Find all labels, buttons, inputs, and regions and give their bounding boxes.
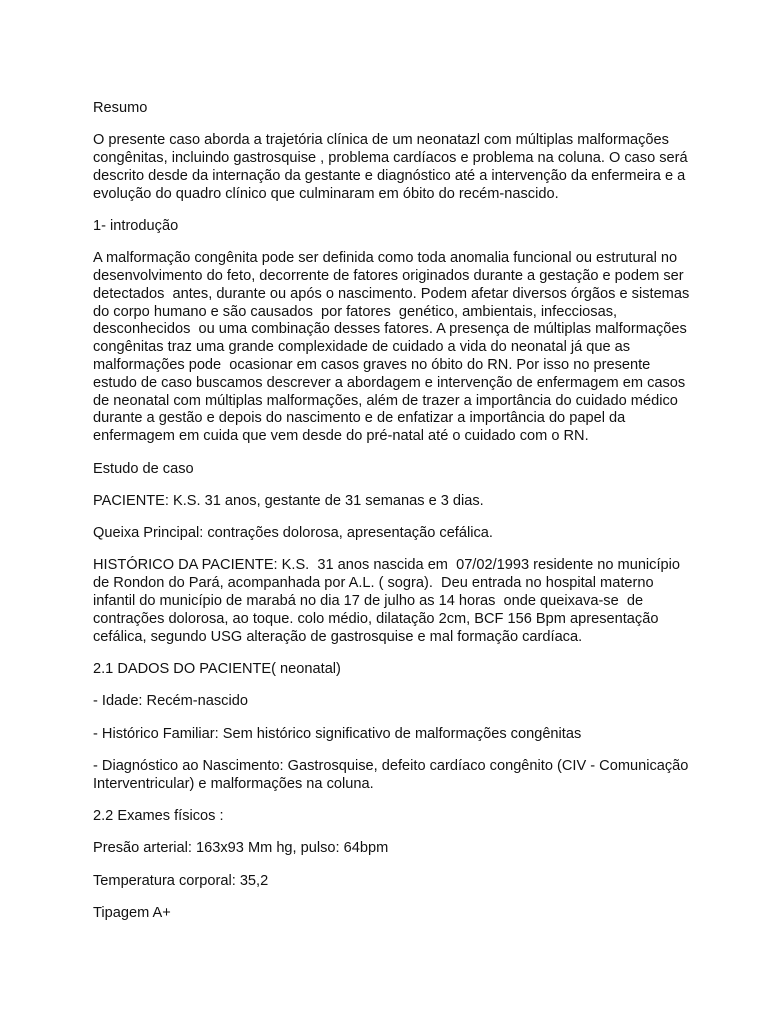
pressao-line: Presão arterial: 163x93 Mm hg, pulso: 64bpm xyxy=(93,840,389,857)
resumo-line: congênitas, incluindo gastrosquise , problema cardíacos e problema na coluna. O caso será xyxy=(93,150,688,167)
intro-line: desconhecidos ou uma combinação desses fatores. A presença de múltiplas malformações xyxy=(93,321,687,338)
document-page xyxy=(93,100,693,937)
resumo-line: descrito desde da internação da gestante e diagnóstico até a intervenção da enfermeira e a xyxy=(93,167,686,184)
idade-line: - Idade: Recém-nascido xyxy=(93,693,248,710)
historico-line: cefálica, segundo USG alteração de gastrosquise e mal formação cardíaca. xyxy=(93,628,583,645)
intro-line: malformações pode ocasionar em casos graves no óbito do RN. Por isso no presente xyxy=(93,357,651,374)
diagnostico-line: Interventricular) e malformações na coluna. xyxy=(93,775,374,792)
intro-line: do corpo humano e são causados por fatores genético, ambientais, infecciosas, xyxy=(93,303,618,320)
diagnostico-line: - Diagnóstico ao Nascimento: Gastrosquise, defeito cardíaco congênito (CIV - Comunicação xyxy=(93,757,689,774)
intro-line: detectados antes, durante ou após o nascimento. Podem afetar diversos órgãos e sistemas xyxy=(93,285,690,302)
intro-line: de neonatal com múltiplas malformações, além de trazer a importância do cuidado médico xyxy=(93,392,678,409)
resumo-line: evolução do quadro clínico que culminaram em óbito do recém-nascido. xyxy=(93,185,559,202)
dados-heading: 2.1 DADOS DO PACIENTE( neonatal) xyxy=(93,660,341,677)
historico-line: contrações dolorosa, ao toque. colo médio, dilatação 2cm, BCF 156 Bpm apresentação xyxy=(93,610,659,627)
historico-line: de Rondon do Pará, acompanhada por A.L. ( sogra). Deu entrada no hospital materno xyxy=(93,575,654,592)
intro-paragraph xyxy=(93,250,693,446)
exames-heading: 2.2 Exames físicos : xyxy=(93,807,224,824)
temperatura-line: Temperatura corporal: 35,2 xyxy=(93,872,269,889)
intro-line: A malformação congênita pode ser definida como toda anomalia funcional ou estrutural no xyxy=(93,250,678,267)
tipagem-line: Tipagem A+ xyxy=(93,904,171,921)
resumo-heading: Resumo xyxy=(93,100,148,116)
historico-line: HISTÓRICO DA PACIENTE: K.S. 31 anos nascida em 07/02/1993 residente no município xyxy=(93,557,681,574)
queixa-line: Queixa Principal: contrações dolorosa, apresentação cefálica. xyxy=(93,525,493,542)
resumo-paragraph xyxy=(93,132,693,203)
paciente-line: PACIENTE: K.S. 31 anos, gestante de 31 semanas e 3 dias. xyxy=(93,492,484,509)
intro-line: durante a gestão e depois do nascimento e de enfatizar a importância do papel da xyxy=(93,410,626,427)
intro-line: congênitas traz uma grande complexidade de cuidado a vida do neonatal já que as xyxy=(93,339,631,356)
estudo-heading: Estudo de caso xyxy=(93,460,194,477)
diagnostico-paragraph xyxy=(93,758,693,794)
intro-line: estudo de caso buscamos descrever a abordagem e intervenção de enfermagem em casos xyxy=(93,374,686,391)
historico-familiar-line: - Histórico Familiar: Sem histórico significativo de malformações congênitas xyxy=(93,725,582,742)
historico-paragraph xyxy=(93,557,693,646)
resumo-line: O presente caso aborda a trajetória clínica de um neonatazl com múltiplas malformações xyxy=(93,132,669,149)
intro-line: enfermagem em cuida que vem desde do pré-natal até o cuidado com o RN. xyxy=(93,428,589,445)
historico-line: infantil do município de marabá no dia 17 de julho as 14 horas onde queixava-se de xyxy=(93,593,644,610)
intro-heading: 1- introdução xyxy=(93,217,179,234)
intro-line: desenvolvimento do feto, decorrente de fatores originados durante a gestação e podem ser xyxy=(93,268,684,285)
